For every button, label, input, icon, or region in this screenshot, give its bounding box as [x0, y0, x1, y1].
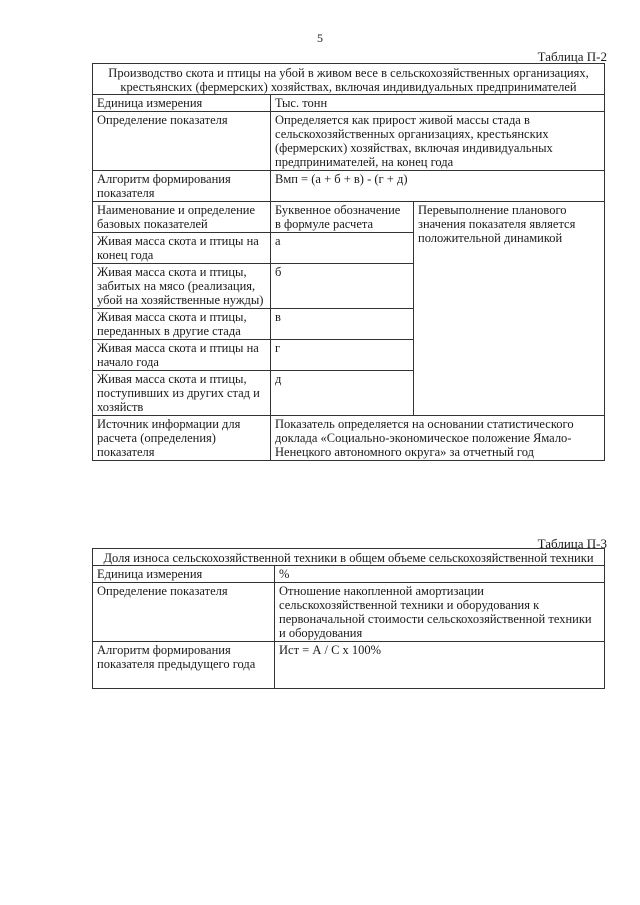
definition-value: Определяется как прирост живой массы стада в сельскохозяйственных организациях, крестьянских (фермерских) хозяйствах, включая индивидуальных предпринимателей, на конец года [271, 112, 605, 171]
definition-label: Определение показателя [93, 583, 275, 642]
algorithm-label: Алгоритм формирования показателя предыдущего года [93, 642, 275, 689]
base-indicator-name: Живая масса скота и птицы на конец года [93, 233, 271, 264]
table-p2-title: Производство скота и птицы на убой в живом весе в сельскохозяйственных организациях, крестьянских (фермерских) хозяйствах, включая индивидуальных предпринимателей [93, 64, 605, 95]
base-indicator-name: Живая масса скота и птицы на начало года [93, 340, 271, 371]
base-indicator-letter: а [271, 233, 414, 264]
definition-value: Отношение накопленной амортизации сельскохозяйственной техники и оборудования к первоначальной стоимости сельскохозяйственной техники и оборудования [275, 583, 605, 642]
unit-label: Единица измерения [93, 566, 275, 583]
table-caption-p2: Таблица П-2 [537, 49, 607, 64]
table-p3 [92, 548, 605, 689]
base-indicator-letter: г [271, 340, 414, 371]
base-header: Наименование и определение базовых показателей [93, 202, 271, 233]
unit-value: Тыс. тонн [271, 95, 605, 112]
base-indicator-name: Живая масса скота и птицы, поступивших из других стад и хозяйств [93, 371, 271, 416]
base-indicator-letter: б [271, 264, 414, 309]
source-value: Показатель определяется на основании статистического доклада «Социально-экономическое положение Ямало-Ненецкого автономного округа» за отчетный год [271, 416, 605, 461]
base-indicator-name: Живая масса скота и птицы, переданных в другие стада [93, 309, 271, 340]
base-indicator-letter: д [271, 371, 414, 416]
algorithm-value: Вмп = (а + б + в) - (г + д) [271, 171, 605, 202]
algorithm-label: Алгоритм формирования показателя [93, 171, 271, 202]
source-label: Источник информации для расчета (определения) показателя [93, 416, 271, 461]
note-cell: Перевыполнение планового значения показателя является положительной динамикой [414, 202, 605, 416]
table-p3-title: Доля износа сельскохозяйственной техники в общем объеме сельскохозяйственной техники [93, 549, 605, 566]
base-indicator-letter: в [271, 309, 414, 340]
definition-label: Определение показателя [93, 112, 271, 171]
table-p2 [92, 63, 605, 461]
algorithm-value: Ист = А / С х 100% [275, 642, 605, 689]
page-number: 5 [317, 31, 323, 45]
unit-value: % [275, 566, 605, 583]
table-caption-p3: Таблица П-3 [537, 536, 607, 551]
base-indicator-name: Живая масса скота и птицы, забитых на мясо (реализация, убой на хозяйственные нужды) [93, 264, 271, 309]
letter-header: Буквенное обозначение в формуле расчета [271, 202, 414, 233]
unit-label: Единица измерения [93, 95, 271, 112]
